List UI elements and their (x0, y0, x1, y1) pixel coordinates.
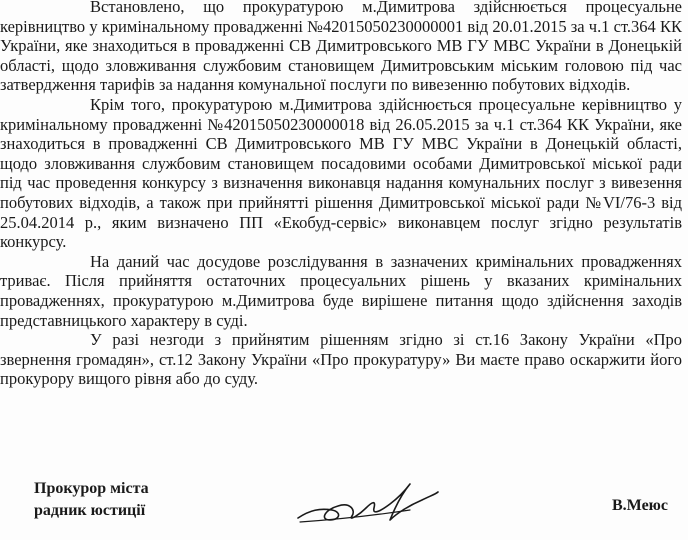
signatory-title (34, 478, 149, 522)
paragraph-additionally: Крім того, прокуратурою м.Димитрова здійснюється процесуальне керівництво у кримінальному провадженні №42015050230000018 від 26.05.2015 за ч.1 ст.364 КК України, яке знаходиться в провадженні СВ Димитровського МВ ГУ МВС України в Донецькій області, щодо зловживання службовим становищем посадовими особами Димитровської міської ради під час проведення конкурсу з визначення виконавця надання комунальних послуг з вивезення побутових відходів, а також при прийнятті рішення Димитровської міської ради №VI/76-3 від 25.04.2014 р., яким визначено ПП «Екобуд-сервіс» виконавцем послуг згідно результатів конкурсу. (0, 94, 682, 252)
signature-scribble (290, 470, 440, 530)
paragraph-investigation-status: На даний час досудове розслідування в зазначених кримінальних провадженнях триває. Після прийняття остаточних процесуальних рішень у вказаних кримінальних провадженнях, прокуратурою м.Димитрова буде вирішене питання щодо здійснення заходів представницького характеру в суді. (0, 251, 682, 330)
signatory-name: В.Меюс (612, 497, 668, 514)
paragraph-appeal-rights: У разі незгоди з прийнятим рішенням згідно зі ст.16 Закону України «Про звернення громадян», ст.12 Закону України «Про прокуратуру» Ви маєте право оскаржити його прокурору вищого рівня або до суду. (0, 330, 682, 389)
signatory-title-line1: Прокурор міста (34, 480, 149, 497)
signatory-title-line2: радник юстиції (34, 502, 146, 519)
handwritten-signature (290, 470, 440, 530)
paragraph-established: Встановлено, що прокуратурою м.Димитрова здійснюється процесуальне керівництво у кримінальному провадженні №42015050230000001 від 20.01.2015 за ч.1 ст.364 КК України, яке знаходиться в провадженні СВ Димитровського МВ ГУ МВС України в Донецькій області, щодо зловживання службовим становищем Димитровським міським головою під час затвердження тарифів за надання комунальної послуги по вивезенню побутових відходів. (0, 0, 682, 95)
